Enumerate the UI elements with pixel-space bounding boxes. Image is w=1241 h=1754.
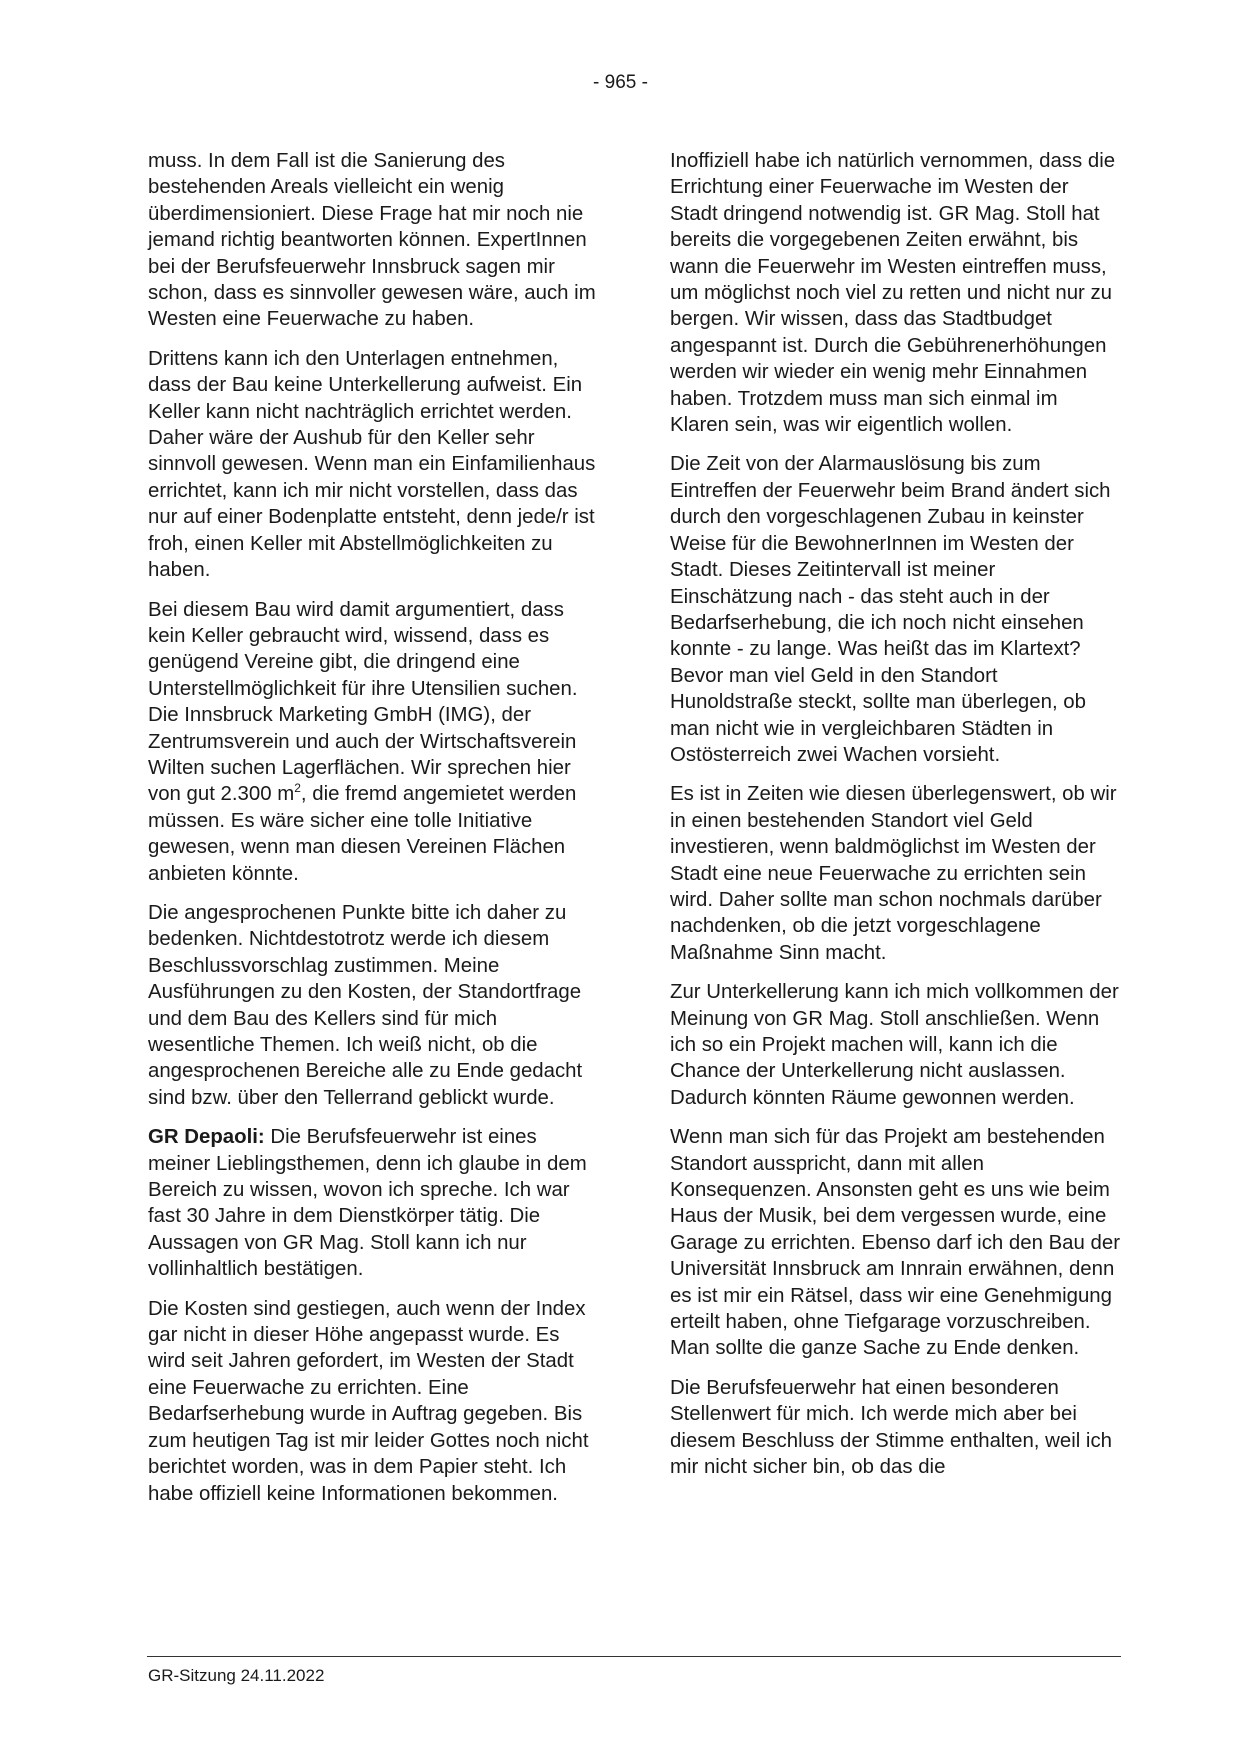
paragraph: Zur Unterkellerung kann ich mich vollkommen der Meinung von GR Mag. Stoll anschließen. Wenn ich so ein Projekt machen will, kann ich die Chance der Unterkellerung nicht auslassen. Dadurch könnten Räume gewonnen werden. <box>670 981 1119 1109</box>
paragraph: muss. In dem Fall ist die Sanierung des bestehenden Areals vielleicht ein wenig überdimensioniert. Diese Frage hat mir noch nie jemand richtig beantworten können. ExpertInnen bei der Berufsfeuerwehr Innsbruck sagen mir schon, dass es sinnvoller gewesen wäre, auch im Westen eine Feuerwache zu haben. <box>148 150 596 331</box>
paragraph: Es ist in Zeiten wie diesen überlegenswert, ob wir in einen bestehenden Standort viel Geld investieren, wenn baldmöglichst im Westen der Stadt eine neue Feuerwache zu errichten sein wird. Daher sollte man schon nochmals darüber nachdenken, ob die jetzt vorgeschlagene Maßnahme Sinn macht. <box>670 783 1117 964</box>
footer-session-date: GR-Sitzung 24.11.2022 <box>148 1666 325 1685</box>
paragraph <box>148 597 599 887</box>
paragraph <box>148 1124 599 1282</box>
right-column <box>670 148 1120 1494</box>
paragraph: Die Berufsfeuerwehr hat einen besonderen Stellenwert für mich. Ich werde mich aber bei diesem Beschluss der Stimme enthalten, weil ich mir nicht sicher bin, ob das die <box>670 1376 1112 1479</box>
paragraph-text: Bei diesem Bau wird damit argumentiert, dass kein Keller gebraucht wird, wissend, dass es genügend Vereine gibt, die dringend eine Unterstellmöglichkeit für ihre Utensilien suchen. Die Innsbruck Marketing GmbH (IMG), der Zentrumsverein und auch der Wirtschaftsverein Wilten suchen Lagerflächen. Wir sprechen hier von gut 2.300 m <box>148 598 578 806</box>
speaker-name: GR Depaoli: <box>148 1126 265 1149</box>
paragraph: Die angesprochenen Punkte bitte ich daher zu bedenken. Nichtdestotrotz werde ich diesem Beschlussvorschlag zustimmen. Meine Ausführungen zu den Kosten, der Standortfrage und dem Bau des Kellers sind für mich wesentliche Themen. Ich weiß nicht, ob die angesprochenen Bereiche alle zu Ende gedacht sind bzw. über den Tellerrand geblickt wurde. <box>148 901 583 1109</box>
paragraph: Die Kosten sind gestiegen, auch wenn der Index gar nicht in dieser Höhe angepasst wurde. Es wird seit Jahren gefordert, im Westen der Stadt eine Feuerwache zu errichten. Eine Bedarfserhebung wurde in Auftrag gegeben. Bis zum heutigen Tag ist mir leider Gottes noch nicht berichtet worden, was in dem Papier steht. Ich habe offiziell keine Informationen bekommen. <box>148 1297 589 1505</box>
paragraph: Die Zeit von der Alarmauslösung bis zum Eintreffen der Feuerwehr beim Brand ändert sich durch den vorgeschlagenen Zubau in keinster Weise für die BewohnerInnen im Westen der Stadt. Dieses Zeitintervall ist meiner Einschätzung nach - das steht auch in der Bedarfserhebung, die ich noch nicht einsehen konnte - zu lange. Was heißt das im Klartext? Bevor man viel Geld in den Standort Hunoldstraße steckt, sollte man überlegen, ob man nicht wie in vergleichbaren Städten in Ostösterreich zwei Wachen vorsieht. <box>670 453 1111 766</box>
paragraph: Wenn man sich für das Projekt am bestehenden Standort ausspricht, dann mit allen Konsequenzen. Ansonsten geht es uns wie beim Haus der Musik, bei dem vergessen wurde, eine Garage zu errichten. Ebenso darf ich den Bau der Universität Innsbruck am Innrain erwähnen, denn es ist mir ein Rätsel, dass wir eine Genehmigung erteilt haben, ohne Tiefgarage vorzuschreiben. Man sollte die ganze Sache zu Ende denken. <box>670 1126 1120 1360</box>
paragraph-text: , die fremd angemietet werden müssen. Es wäre sicher eine tolle Initiative gewesen, wenn man diesen Vereinen Flächen anbieten könnte. <box>148 783 577 885</box>
paragraph: Inoffiziell habe ich natürlich vernommen, dass die Errichtung einer Feuerwache im Westen der Stadt dringend notwendig ist. GR Mag. Stoll hat bereits die vorgegebenen Zeiten erwähnt, bis wann die Feuerwehr im Westen eintreffen muss, um möglichst noch viel zu retten und nicht nur zu bergen. Wir wissen, dass das Stadtbudget angespannt ist. Durch die Gebührenerhöhungen werden wir wieder ein wenig mehr Einnahmen haben. Trotzdem muss man sich einmal im Klaren sein, was wir eigentlich wollen. <box>670 150 1116 437</box>
superscript: 2 <box>294 781 301 796</box>
page-number: - 965 - <box>593 72 648 93</box>
left-column <box>148 148 599 1520</box>
paragraph: Drittens kann ich den Unterlagen entnehmen, dass der Bau keine Unterkellerung aufweist. Ein Keller kann nicht nachträglich errichtet werden. Daher wäre der Aushub für den Keller sehr sinnvoll gewesen. Wenn man ein Einfamilienhaus errichtet, kann ich mir nicht vorstellen, dass das nur auf einer Bodenplatte entsteht, denn jede/r ist froh, einen Keller mit Abstellmöglichkeiten zu haben. <box>148 347 596 582</box>
paragraph-text: Die Berufsfeuerwehr ist eines meiner Lieblingsthemen, denn ich glaube in dem Bereich zu wissen, wovon ich spreche. Ich war fast 30 Jahre in dem Dienstkörper tätig. Die Aussagen von GR Mag. Stoll kann ich nur vollinhaltlich bestätigen. <box>148 1126 587 1281</box>
footer-divider <box>147 1656 1121 1657</box>
